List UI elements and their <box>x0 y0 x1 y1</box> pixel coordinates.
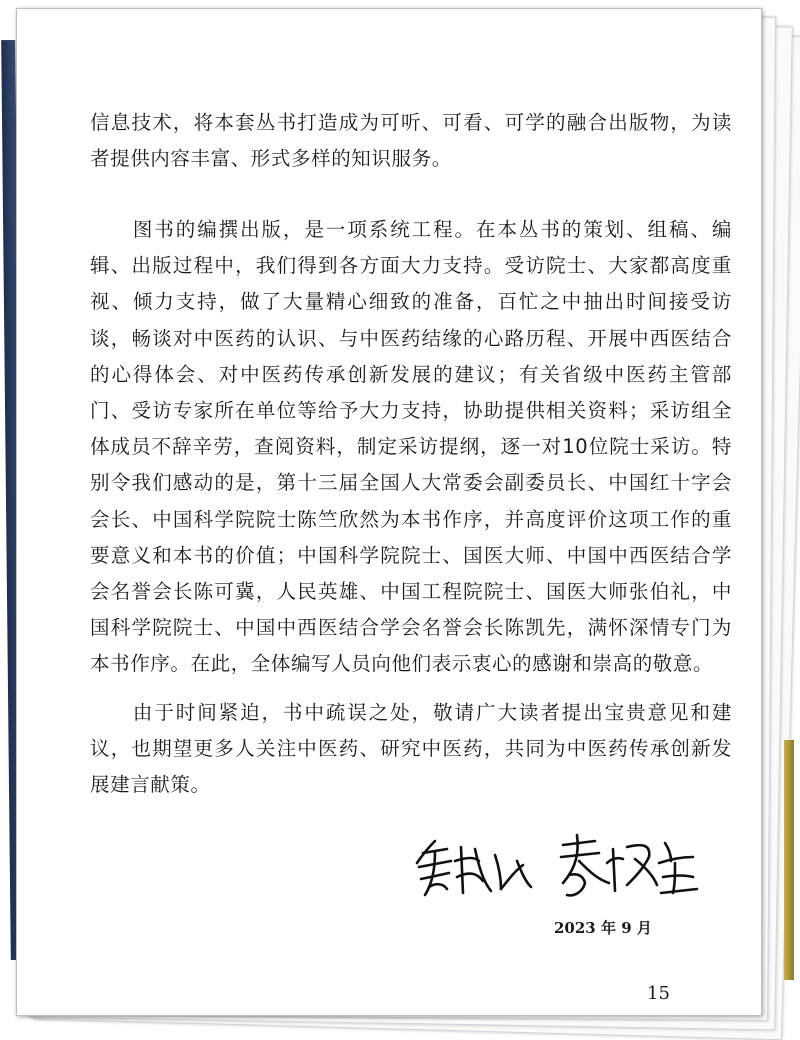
paragraph-2: 图书的编撰出版，是一项系统工程。在本丛书的策划、组稿、编辑、出版过程中，我们得到各方面大力支持。受访院士、大家都高度重视、倾力支持，做了大量精心细致的准备，百忙之中抽出时间接受访谈，畅谈对中医药的认识、与中医药结缘的心路历程、开展中西医结合的心得体会、对中医药传承创新发展的建议；有关省级中医药主管部门、受访专家所在单位等给予大力支持，协助提供相关资料；采访组全体成员不辞辛劳，查阅资料，制定采访提纲，逐一对10位院士采访。特别令我们感动的是，第十三届全国人大常委会副委员长、中国红十字会会长、中国科学院院士陈竺欣然为本书作序，并高度评价这项工作的重要意义和本书的价值；中国科学院院士、国医大师、中国中西医结合学会名誉会长陈可冀，人民英雄、中国工程院院士、国医大师张伯礼，中国科学院院士、中国中西医结合学会名誉会长陈凯先，满怀深情专门为本书作序。在此，全体编写人员向他们表示衷心的感谢和崇高的敬意。 <box>90 218 732 676</box>
document-page <box>16 8 762 1016</box>
handwritten-signature <box>413 827 713 907</box>
page-number: 15 <box>647 983 670 1004</box>
book-cover-edge-gold <box>784 740 794 980</box>
date-line: 2023 年 9 月 <box>554 919 652 937</box>
paragraph-3: 由于时间紧迫，书中疏误之处，敬请广大读者提出宝贵意见和建议，也期望更多人关注中医药、研究中医药，共同为中医药传承创新发展建言献策。 <box>90 701 732 797</box>
paragraph-1: 信息技术，将本套丛书打造成为可听、可看、可学的融合出版物，为读者提供内容丰富、形式多样的知识服务。 <box>90 111 732 171</box>
